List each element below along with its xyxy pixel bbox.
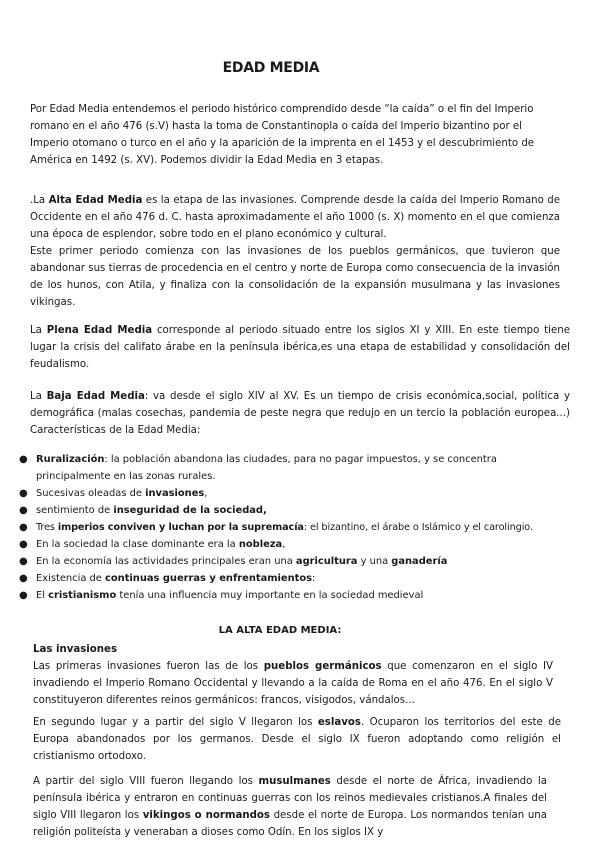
feature-term-2: ganadería bbox=[391, 556, 448, 567]
alta-prefix: .La bbox=[30, 195, 49, 206]
invasiones-paragraph-3: A partir del siglo VIII fueron llegando los musulmanes desde el norte de África, invadiendo la península ibérica y entraron en continuas guerras con los reinos medievales cristianos.A finales del siglo VIII llegaron los vikingos o normandos desde el norte de Europa. Los normandos tenían una religión politeísta y veneraban a dioses como Odín. En los siglos IX y bbox=[33, 776, 547, 838]
baja-paragraph bbox=[30, 388, 570, 439]
feature-term: cristianismo bbox=[48, 590, 117, 601]
list-item: ● Existencia de continuas guerras y enfrentamientos: bbox=[36, 570, 596, 587]
bullet-icon: ● bbox=[19, 573, 28, 584]
feature-term: agricultura bbox=[295, 556, 358, 567]
plena-text: corresponde al periodo situado entre los siglos XI y XIII. En este tiempo tiene lugar la crisis del califato árabe en la península ibérica,es una etapa de estabilidad y consolidación del feudalismo. bbox=[30, 325, 570, 370]
bullet-icon: ● bbox=[19, 505, 28, 516]
plena-paragraph bbox=[30, 322, 570, 373]
subsection-title: Las invasiones bbox=[33, 644, 118, 655]
bullet-icon: ● bbox=[19, 488, 28, 499]
invasiones-paragraph-1: Las primeras invasiones fueron las de los pueblos germánicos que comenzaron en el siglo IV invadiendo el Imperio Romano Occidental y llevando a la caída de Roma en el año 476. En el siglo V constituyeron diferentes reinos germánicos: francos, visigodos, vándalos... bbox=[33, 661, 553, 706]
invasiones-paragraph-2: En segundo lugar y a partir del siglo V llegaron los eslavos. Ocuparon los territorios del este de Europa abandonados por los germanos. Desde el siglo IX fueron adoptando como religión el cristianismo ortodoxo. bbox=[33, 717, 561, 762]
bullet-icon: ● bbox=[19, 556, 28, 567]
alta-text-2: Este primer periodo comienza con las invasiones de los pueblos germánicos, que tuvieron que abandonar sus tierras de procedencia en el centro y norte de Europa como consecuencia de la invasión de los hunos, con Atila, y finaliza con la consolidación de la expansión musulmana y las invasiones vikingas. bbox=[30, 246, 560, 308]
page-title: EDAD MEDIA bbox=[222, 60, 320, 76]
section-title: LA ALTA EDAD MEDIA: bbox=[218, 625, 342, 636]
plena-term: Plena Edad Media bbox=[46, 325, 153, 336]
bullet-icon: ● bbox=[19, 522, 28, 533]
alta-paragraph bbox=[30, 192, 560, 311]
list-item: ● Tres imperios conviven y luchan por la supremacía: el bizantino, el árabe o Islámico y el carolingio. bbox=[36, 519, 596, 536]
list-item: ● sentimiento de inseguridad de la sociedad, bbox=[36, 502, 596, 519]
alta-term: Alta Edad Media bbox=[48, 195, 143, 206]
baja-term: Baja Edad Media bbox=[46, 391, 145, 402]
term-vikingos: vikingos o normandos bbox=[142, 810, 270, 821]
term-eslavos: eslavos bbox=[317, 717, 361, 728]
list-item: ● En la sociedad la clase dominante era la nobleza, bbox=[36, 536, 596, 553]
plena-prefix: La bbox=[30, 325, 47, 336]
term-musulmanes: musulmanes bbox=[258, 776, 331, 787]
bullet-icon: ● bbox=[19, 539, 28, 550]
feature-term: imperios conviven y luchan por la supremacía bbox=[57, 522, 304, 533]
feature-term: inseguridad de la sociedad, bbox=[113, 505, 267, 516]
features-list bbox=[19, 451, 596, 604]
list-item: ● El cristianismo tenía una influencia muy importante en la sociedad medieval bbox=[36, 587, 596, 604]
list-item: ● Sucesivas oleadas de invasiones, bbox=[36, 485, 596, 502]
intro-paragraph: Por Edad Media entendemos el periodo histórico comprendido desde “la caída” o el fin del Imperio romano en el año 476 (s.V) hasta la toma de Constantinopla o caída del Imperio bizantino por el Imperio otomano o turco en el año y la aparición de la imprenta en el 1453 y el descubrimiento de América en 1492 (s. XV). Podemos dividir la Edad Media en 3 etapas. bbox=[30, 104, 535, 166]
alta-text-1: es la etapa de las invasiones. Comprende desde la caída del Imperio Romano de Occidente en el año 476 d. C. hasta aproximadamente el año 1000 (s. X) momento en el que comienza una época de esplendor, sobre todo en el plano económico y cultural. bbox=[30, 195, 560, 240]
baja-text: : va desde el siglo XIV al XV. Es un tiempo de crisis económica,social, política y demográfica (malas cosechas, pandemia de peste negra que redujo en un tercio la población europea...) Características de la Edad Media: bbox=[30, 391, 570, 436]
feature-term: continuas guerras y enfrentamientos bbox=[105, 573, 313, 584]
feature-term: nobleza bbox=[238, 539, 283, 550]
list-item: ● Ruralización: la población abandona las ciudades, para no pagar impuestos, y se concentra principalmente en las zonas rurales. bbox=[36, 451, 564, 485]
feature-term: invasiones bbox=[145, 488, 205, 499]
list-item: ● En la economía las actividades principales eran una agricultura y una ganadería bbox=[36, 553, 596, 570]
bullet-icon: ● bbox=[19, 590, 28, 601]
bullet-icon: ● bbox=[19, 454, 28, 465]
term-pueblos-germanicos: pueblos germánicos bbox=[263, 661, 382, 672]
baja-prefix: La bbox=[30, 391, 47, 402]
feature-term: Ruralización bbox=[36, 454, 105, 465]
